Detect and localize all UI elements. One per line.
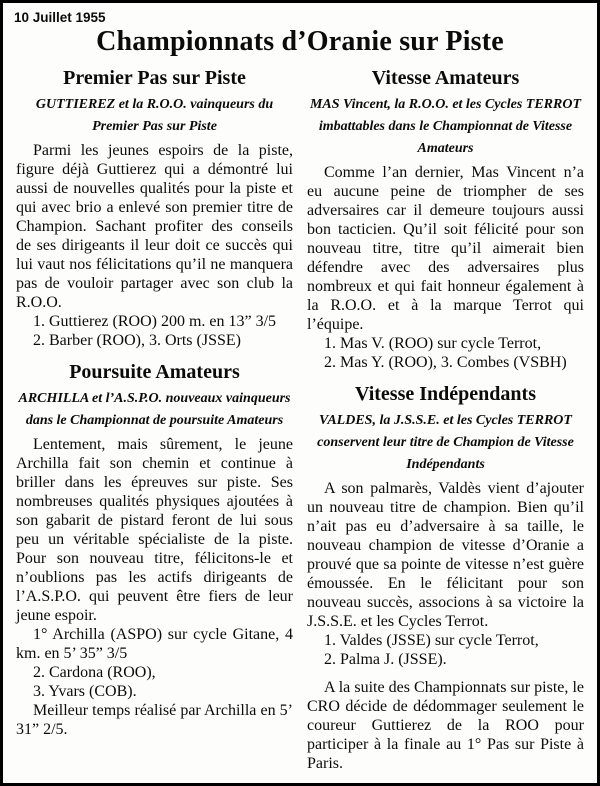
closing-paragraph: A la suite des Championnats sur piste, le CRO décide de dédommager seulement le coureur Guttierez de la ROO pour participer à la finale au 1° Pas sur Piste à Paris. <box>307 679 584 772</box>
results-list <box>307 334 584 372</box>
result-line: 1. Guttierez (ROO) 200 m. en 13” 3/5 <box>33 313 277 330</box>
date-line: 10 Juillet 1955 <box>14 10 106 25</box>
page-title: Championnats d’Oranie sur Piste <box>96 26 504 57</box>
section-subhead: GUTTIEREZ et la R.O.O. vainqueurs du Premier Pas sur Piste <box>35 97 274 134</box>
section-vitesse-independants <box>307 383 584 669</box>
section-paragraph: A son palmarès, Valdès vient d’ajouter un nouveau titre de champion. Bien qu’il n’ait pas eu d’adversaire à sa taille, le nouveau champion de vitesse d’Oranie a prouvé que sa pointe de vitesse n’est guère émoussée. En le félicitant pour son nouveau succès, associons à sa victoire la J.S.S.E. et les Cycles Terrot. <box>307 480 584 630</box>
section-paragraph: Parmi les jeunes espoirs de la piste, figure déjà Guttierez qui a démontré lui aussi de nouvelles qualités pour la piste et qui avec brio a enlevé son premier titre de Champion. Sachant profiter des conseils de ses dirigeants il leur doit ce succès qui lui vaut nos félicitations qu’il ne manquera pas de vouloir partager avec son club la R.O.O. <box>16 142 293 311</box>
section-subhead: MAS Vincent, la R.O.O. et les Cycles TERROT imbattables dans le Championnat de Vitesse Amateurs <box>309 97 582 156</box>
section-paragraph: Comme l’an dernier, Mas Vincent n’a eu aucune peine de triompher de ses adversaires car il demeure toujours aussi bon tacticien. Qu’il soit félicité pour son nouveau titre, titre qu’il aimerait bien défendre avec des adversaires plus nombreux et qui fait honneur également à la R.O.O. et à la marque Terrot qui l’équipe. <box>307 164 584 333</box>
section-vitesse-amateurs <box>307 67 584 372</box>
result-line: 2. Barber (ROO), 3. Orts (JSSE) <box>33 332 241 349</box>
section-heading: Poursuite Amateurs <box>69 361 240 383</box>
result-line: 2. Palma J. (JSSE). <box>324 651 447 668</box>
results-list <box>307 631 584 669</box>
best-time-note: Meilleur temps réalisé par Archilla en 5’ 31” 2/5. <box>16 702 293 738</box>
result-line: 1. Valdes (JSSE) sur cycle Terrot, <box>324 632 539 649</box>
result-line: 3. Yvars (COB). <box>33 683 137 700</box>
right-column <box>307 60 584 773</box>
results-list <box>16 625 293 739</box>
section-paragraph: Lentement, mais sûrement, le jeune Archilla fait son chemin et continue à briller dans les épreuves sur piste. Ses nombreuses qualités physiques ajoutées à son gabarit de pistard feront de lui sous peu un véritable spécialiste de la piste. Pour son nouveau titre, félicitons-le et n’oublions pas les actifs dirigeants de l’A.S.P.O. qui peuvent être fiers de leur jeune espoir. <box>16 436 293 624</box>
result-line: 2. Cardona (ROO), <box>33 664 156 681</box>
section-premier-pas-sur-piste <box>16 67 293 350</box>
section-poursuite-amateurs <box>16 361 293 739</box>
result-line: 1. Mas V. (ROO) sur cycle Terrot, <box>324 335 542 352</box>
result-line: 2. Mas Y. (ROO), 3. Combes (VSBH) <box>324 354 567 371</box>
section-heading: Vitesse Indépendants <box>355 383 536 405</box>
results-list <box>16 312 293 350</box>
section-heading: Vitesse Amateurs <box>371 67 520 89</box>
section-heading: Premier Pas sur Piste <box>63 67 246 89</box>
section-subhead: ARCHILLA et l’A.S.P.O. nouveaux vainqueurs dans le Championnat de poursuite Amateurs <box>18 391 291 428</box>
left-column <box>16 60 293 773</box>
result-line: 1° Archilla (ASPO) sur cycle Gitane, 4 km. en 5’ 35” 3/5 <box>16 626 293 662</box>
article-columns <box>3 60 597 773</box>
section-subhead: VALDES, la J.S.S.E. et les Cycles TERROT conservent leur titre de Champion de Vitesse Indépendants <box>317 413 574 472</box>
